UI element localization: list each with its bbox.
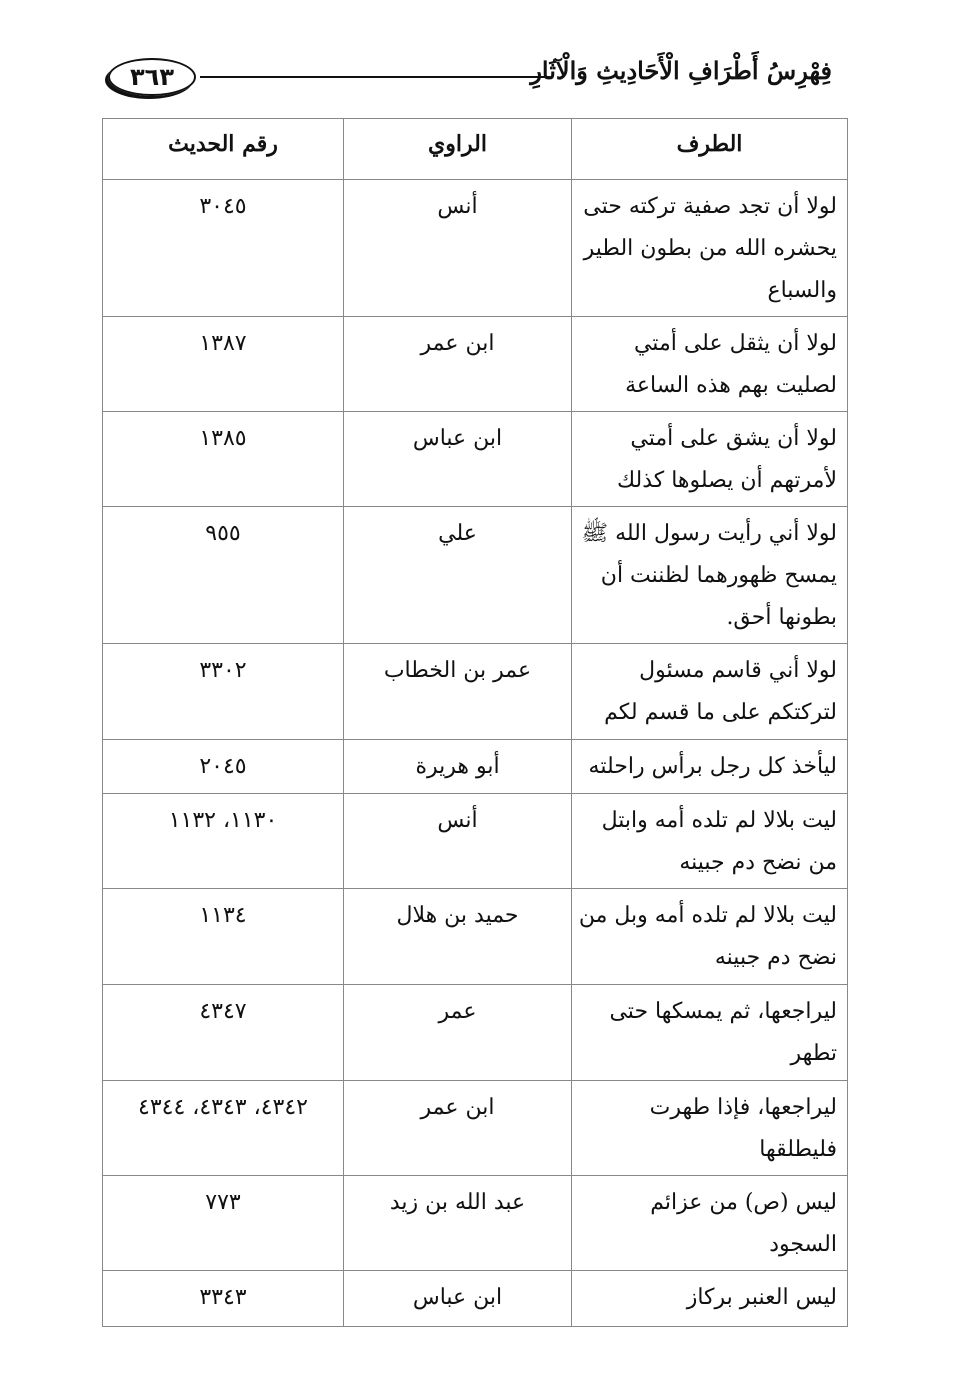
table-row (103, 985, 848, 1081)
table-row (103, 1176, 848, 1271)
table-row (103, 317, 848, 412)
table-row (103, 1081, 848, 1176)
hadith-number-cell: ١٣٨٥ (103, 412, 344, 507)
table-row (103, 180, 848, 317)
rawi-cell: عمر (344, 985, 572, 1081)
rawi-cell: ابن عمر (344, 1081, 572, 1176)
hadith-number-cell: ٣٠٤٥ (103, 180, 344, 317)
rawi-cell: حميد بن هلال (344, 889, 572, 985)
tarf-cell: لولا أني قاسم مسئول لتركتكم على ما قسم لكم (572, 644, 848, 740)
table-row (103, 507, 848, 644)
rawi-cell: أبو هريرة (344, 740, 572, 794)
column-header-hadith-number: رقم الحديث (103, 119, 344, 180)
hadith-number-cell: ١١٣٠، ١١٣٢ (103, 794, 344, 889)
table-row (103, 740, 848, 794)
page-number: ٣٦٣ (108, 58, 196, 96)
table-row (103, 889, 848, 985)
header-rule (200, 76, 550, 78)
tarf-cell: ليت بلالا لم تلده أمه وبل من نضح دم جبينه (572, 889, 848, 985)
hadith-number-cell: ٣٣٤٣ (103, 1271, 344, 1327)
tarf-cell: ليت بلالا لم تلده أمه وابتل من نضح دم جبينه (572, 794, 848, 889)
column-header-tarf: الطرف (572, 119, 848, 180)
tarf-cell: ليس العنبر بركاز (572, 1271, 848, 1327)
hadith-index-table (102, 118, 848, 1327)
column-header-rawi: الراوي (344, 119, 572, 180)
hadith-number-cell: ٣٣٠٢ (103, 644, 344, 740)
hadith-number-cell: ٧٧٣ (103, 1176, 344, 1271)
table-row (103, 794, 848, 889)
table-header-row (103, 119, 848, 180)
tarf-cell: ليس (ص) من عزائم السجود (572, 1176, 848, 1271)
page-header (100, 52, 840, 100)
tarf-cell: لولا أن تجد صفية تركته حتى يحشره الله من بطون الطير والسباع (572, 180, 848, 317)
tarf-cell: لولا أن يشق على أمتي لأمرتهم أن يصلوها كذلك (572, 412, 848, 507)
rawi-cell: ابن عباس (344, 1271, 572, 1327)
tarf-cell: لولا أن يثقل على أمتي لصليت بهم هذه الساعة (572, 317, 848, 412)
page-title: فِهْرِسُ أَطْرَافِ الْأَحَادِيثِ وَالْآثَارِ (530, 56, 832, 85)
tarf-cell: ليراجعها، فإذا طهرت فليطلقها (572, 1081, 848, 1176)
rawi-cell: أنس (344, 180, 572, 317)
rawi-cell: أنس (344, 794, 572, 889)
rawi-cell: عمر بن الخطاب (344, 644, 572, 740)
rawi-cell: علي (344, 507, 572, 644)
hadith-number-cell: ٤٣٤٧ (103, 985, 344, 1081)
hadith-number-cell: ١٣٨٧ (103, 317, 344, 412)
table-row (103, 412, 848, 507)
hadith-number-cell: ١١٣٤ (103, 889, 344, 985)
rawi-cell: عبد الله بن زيد (344, 1176, 572, 1271)
rawi-cell: ابن عمر (344, 317, 572, 412)
tarf-cell: لولا أني رأيت رسول الله ﷺ يمسح ظهورهما لظننت أن بطونها أحق. (572, 507, 848, 644)
hadith-number-cell: ٩٥٥ (103, 507, 344, 644)
table-row (103, 644, 848, 740)
tarf-cell: ليراجعها، ثم يمسكها حتى تطهر (572, 985, 848, 1081)
hadith-number-cell: ٤٣٤٢، ٤٣٤٣، ٤٣٤٤ (103, 1081, 344, 1176)
tarf-cell: ليأخذ كل رجل برأس راحلته (572, 740, 848, 794)
table-row (103, 1271, 848, 1327)
rawi-cell: ابن عباس (344, 412, 572, 507)
hadith-number-cell: ٢٠٤٥ (103, 740, 344, 794)
